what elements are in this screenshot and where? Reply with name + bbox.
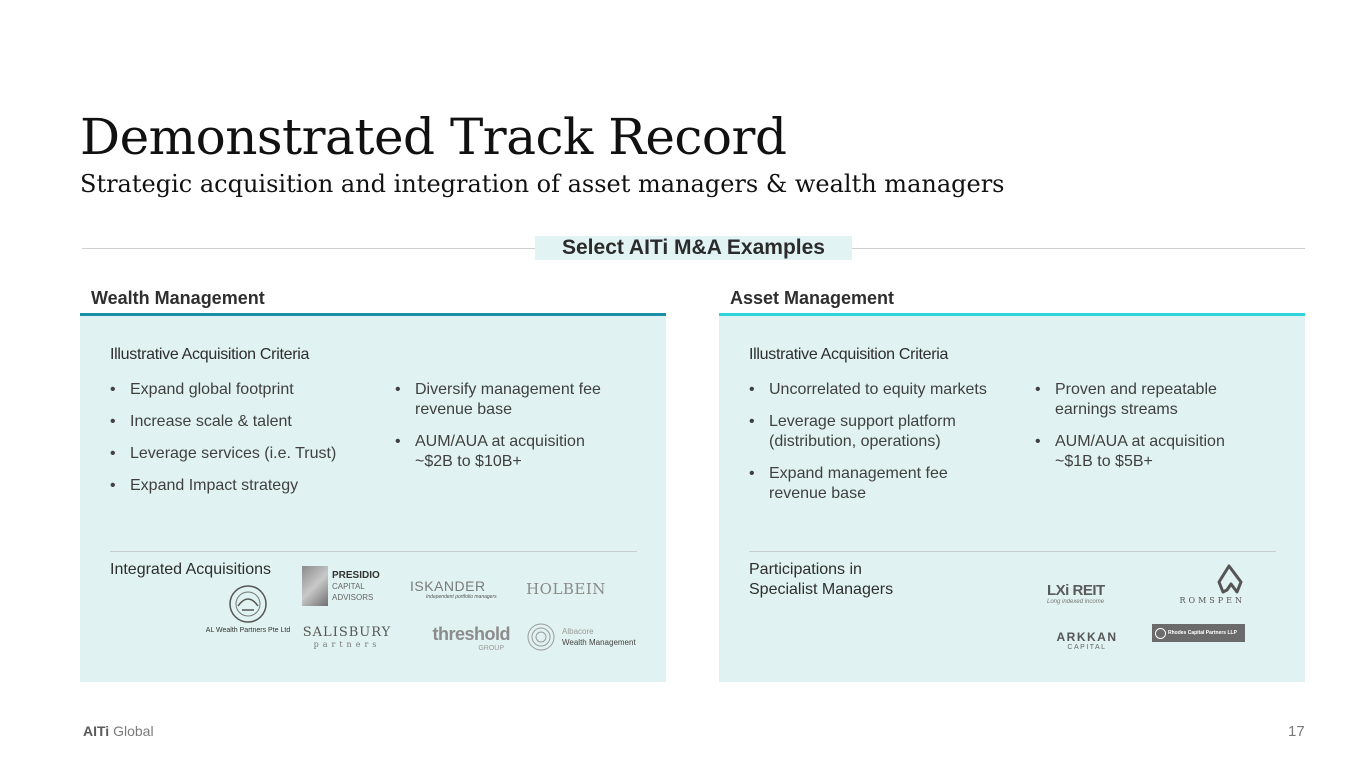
salisbury-text: SALISBURY (302, 625, 392, 640)
presidio-text-1: PRESIDIO (332, 569, 380, 581)
asset-management-panel (719, 285, 1305, 682)
albacore-text-2: Wealth Management (562, 638, 636, 647)
footer-brand (83, 723, 154, 739)
wealth-management-panel (80, 285, 666, 682)
salisbury-tagline: partners (313, 640, 381, 649)
arkkan-tagline: CAPITAL (1067, 643, 1107, 651)
lxi-reit-tagline: Long indexed income (1047, 598, 1105, 605)
list-item: • Leverage services (i.e. Trust) (110, 444, 380, 464)
footer-brand-rest: Global (109, 723, 154, 739)
list-item: • Diversify management fee revenue base (395, 380, 625, 420)
arkkan-logo (1047, 626, 1127, 654)
romspen-emblem-icon (1215, 564, 1245, 596)
footer-brand-bold: AITi (83, 723, 110, 739)
romspen-text: ROMSPEN (1179, 595, 1245, 605)
integrated-acquisitions-label: Integrated Acquisitions (110, 561, 271, 578)
lxi-reit-logo (1047, 578, 1127, 608)
list-item: • Leverage support platform (distribution, operations) (749, 412, 969, 452)
al-wealth-emblem-icon (228, 584, 268, 624)
asset-criteria-list-2 (1035, 380, 1255, 484)
wealth-criteria-list-1 (110, 380, 380, 508)
albacore-logo (526, 620, 642, 654)
wealth-management-heading: Wealth Management (91, 288, 265, 308)
slide-title: Demonstrated Track Record (80, 108, 787, 166)
asset-criteria-title: Illustrative Acquisition Criteria (749, 346, 949, 363)
threshold-logo (414, 620, 510, 656)
presidio-logo (302, 565, 390, 607)
wealth-criteria-list-2 (395, 380, 625, 484)
threshold-text: threshold (432, 624, 510, 644)
page-number: 17 (1288, 723, 1305, 740)
list-item: • Proven and repeatable earnings streams (1035, 380, 1235, 420)
lxi-reit-text: LXi REIT (1047, 581, 1105, 599)
rhodes-capital-emblem-icon (1155, 628, 1166, 639)
slide-subtitle: Strategic acquisition and integration of asset managers & wealth managers (80, 170, 1005, 198)
list-item: • Expand Impact strategy (110, 476, 380, 496)
asset-management-heading: Asset Management (730, 288, 895, 308)
holbein-logo: HOLBEIN (526, 580, 606, 598)
list-item: • Expand management fee revenue base (749, 464, 969, 504)
presidio-emblem-icon (302, 566, 328, 606)
rhodes-capital-logo (1152, 624, 1245, 642)
al-wealth-logo (198, 578, 298, 640)
rhodes-capital-text: Rhodes Capital Partners LLP (1168, 630, 1237, 636)
threshold-tagline: GROUP (478, 645, 504, 652)
presidio-text-3: ADVISORS (332, 592, 374, 602)
wealth-criteria-title: Illustrative Acquisition Criteria (110, 346, 310, 363)
iskander-logo (410, 574, 514, 604)
list-item: • Increase scale & talent (110, 412, 380, 432)
salisbury-logo (300, 622, 394, 652)
section-label: Select AITi M&A Examples (535, 236, 852, 260)
wealth-inner-rule (110, 551, 637, 552)
list-item: • Expand global footprint (110, 380, 380, 400)
presidio-text-2: CAPITAL (332, 581, 365, 591)
iskander-text: ISKANDER (410, 578, 486, 594)
romspen-logo (1149, 562, 1245, 606)
wealth-panel-body (80, 316, 666, 682)
list-item: • AUM/AUA at acquisition ~$1B to $5B+ (1035, 432, 1255, 472)
iskander-tagline: Independent portfolio managers (426, 594, 497, 600)
list-item: • Uncorrelated to equity markets (749, 380, 1019, 400)
asset-panel-body (719, 316, 1305, 682)
asset-inner-rule (749, 551, 1276, 552)
arkkan-text: ARKKAN (1056, 629, 1118, 644)
list-item: • AUM/AUA at acquisition ~$2B to $10B+ (395, 432, 625, 472)
albacore-emblem-icon (526, 622, 556, 652)
participations-label: Participations in Specialist Managers (749, 561, 894, 598)
albacore-text-1: Albacore (562, 627, 594, 636)
al-wealth-text: AL Wealth Partners Pte Ltd (205, 627, 291, 634)
asset-criteria-list-1 (749, 380, 1019, 516)
